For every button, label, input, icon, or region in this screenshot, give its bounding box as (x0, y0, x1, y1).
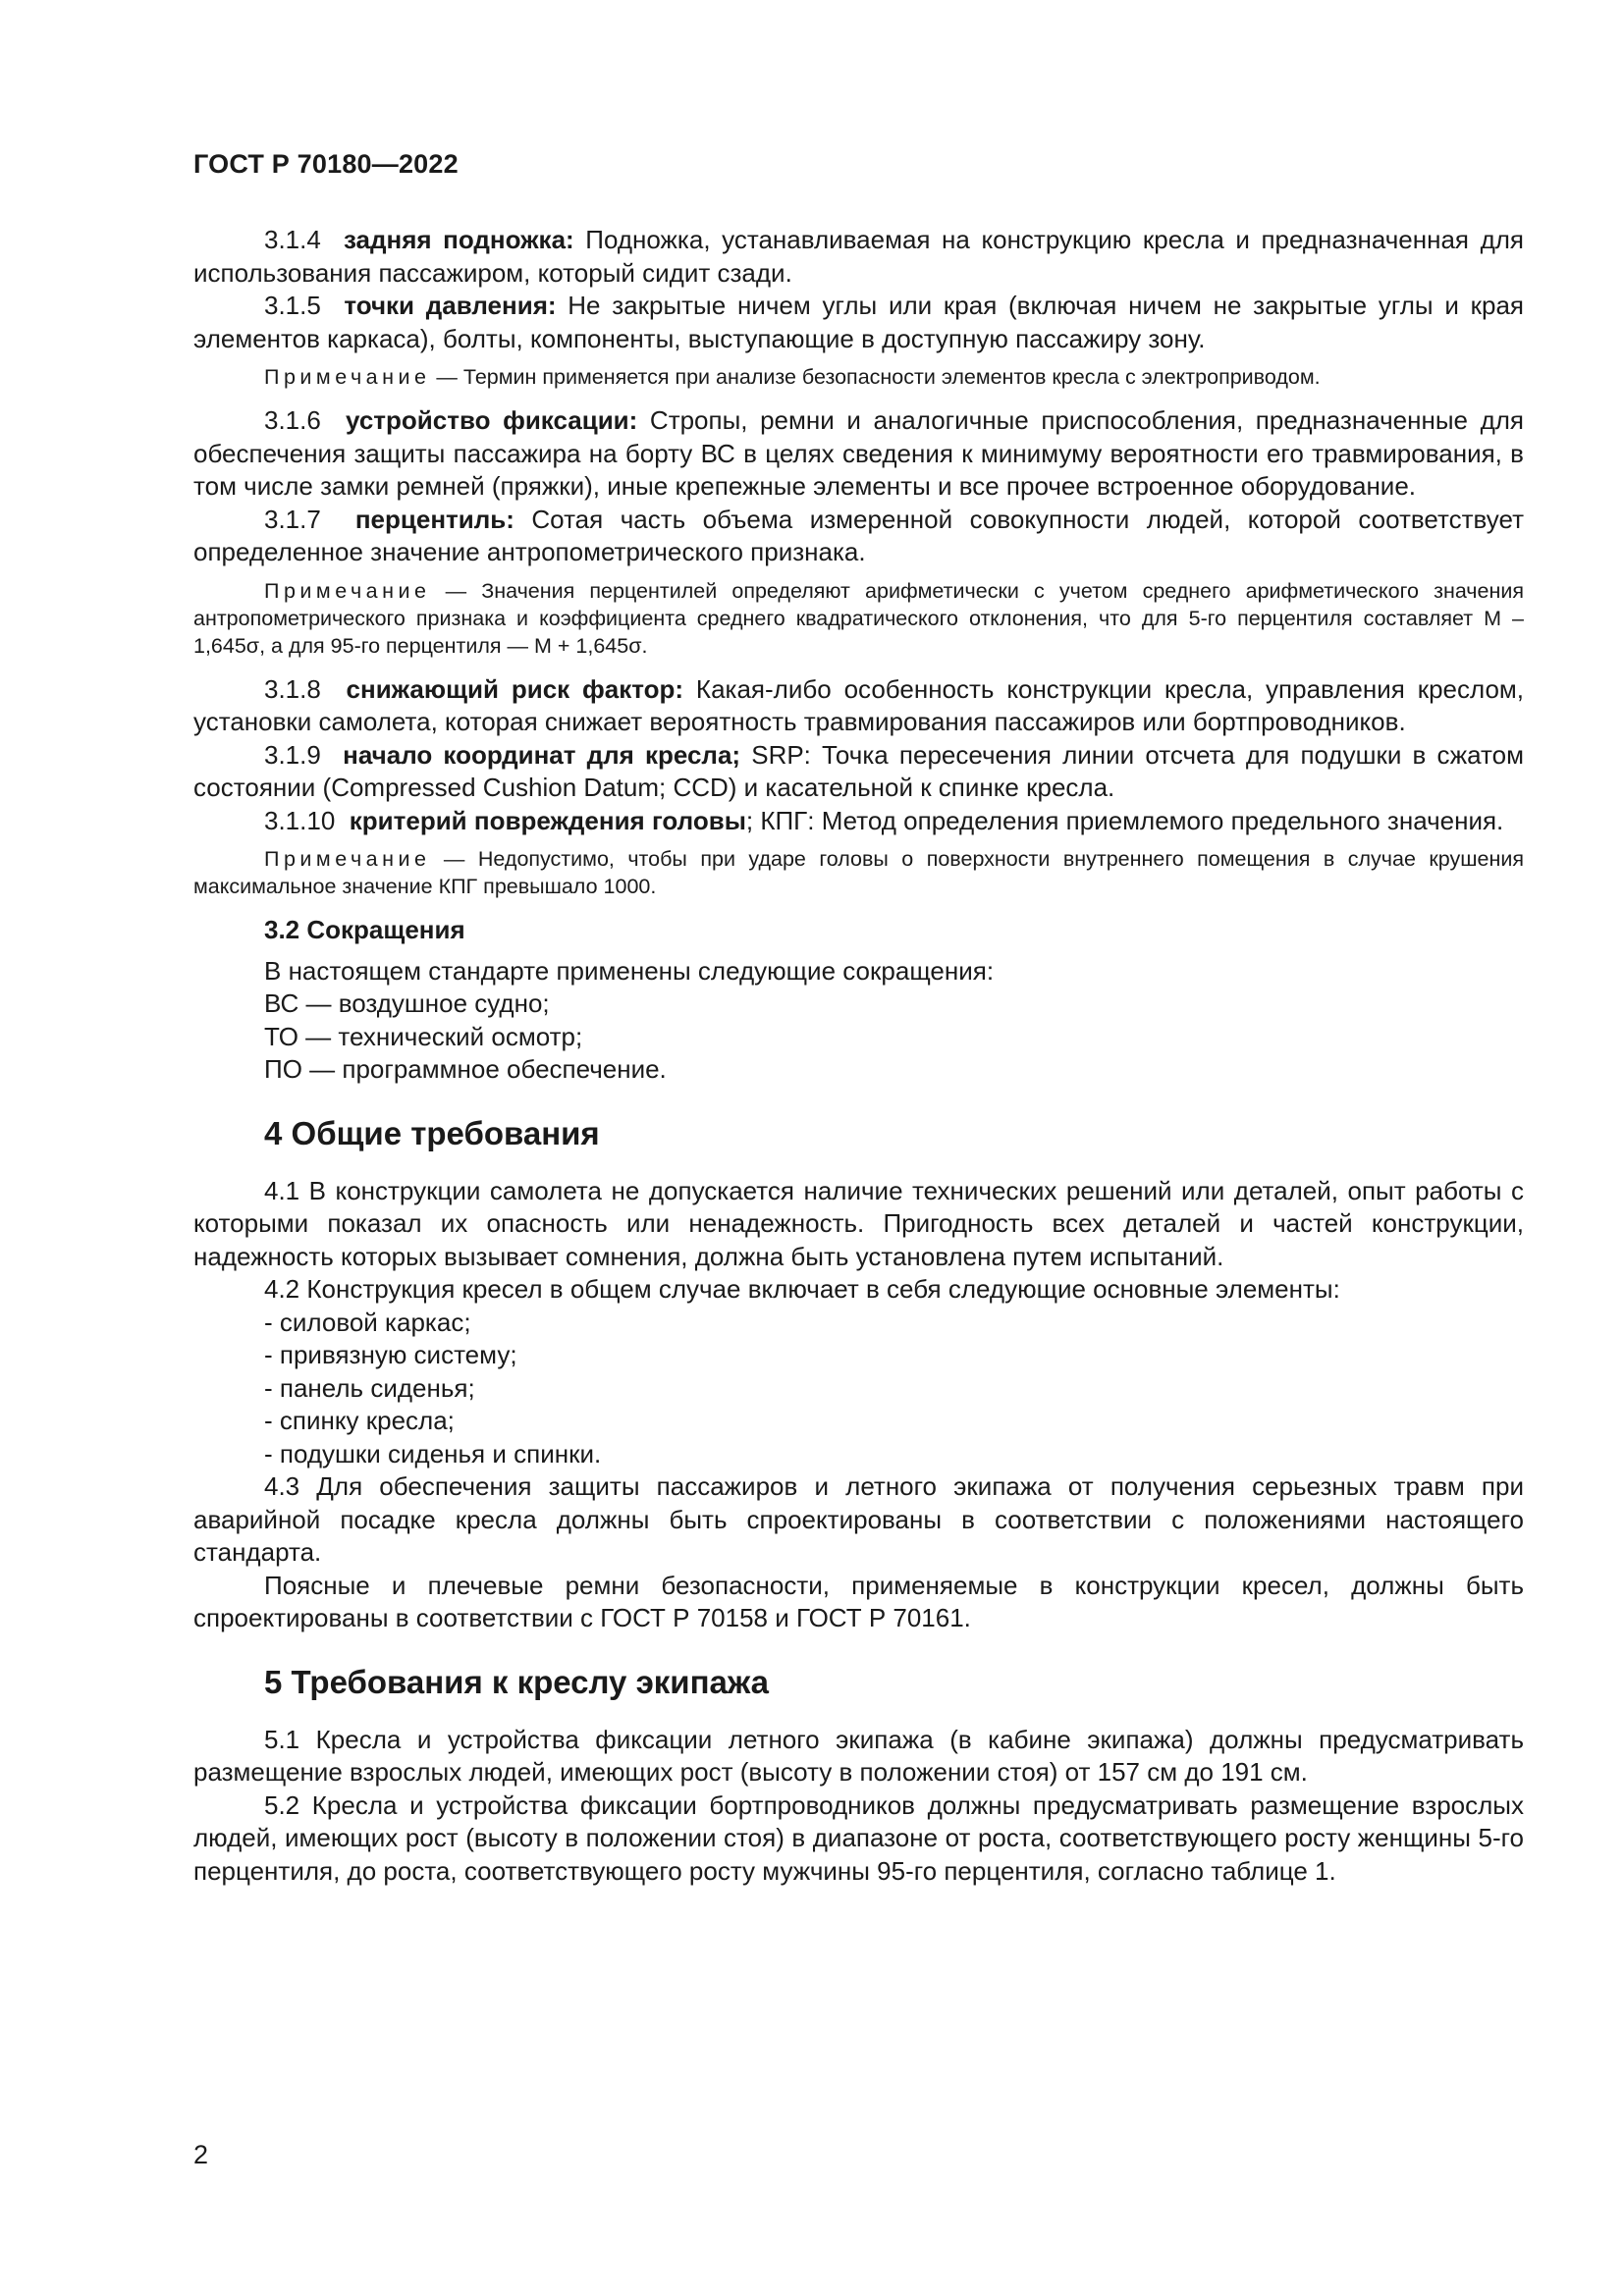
clause-3-1-7 (193, 504, 1524, 569)
document-header: ГОСТ Р 70180—2022 (193, 149, 459, 179)
clause-5-1: 5.1 Кресла и устройства фиксации летного экипажа (в кабине экипажа) должны предусматривать размещение взрослых людей, имеющих рост (высоту в положении стоя) от 157 см до 191 см. (193, 1724, 1524, 1787)
clause-term: устройство фиксации: (346, 405, 638, 435)
list-item: - панель сиденья; (264, 1372, 475, 1403)
clause-term: начало координат для кресла; (343, 739, 741, 770)
list-item: - подушки сиденья и спинки. (264, 1438, 602, 1468)
clause-term: перцентиль: (354, 504, 514, 534)
note-3 (193, 845, 1524, 900)
note-text: — Недопустимо, чтобы при ударе головы о поверхности внутреннего помещения в случае крушения максимальное значение КПГ превышало 1000. (193, 847, 1524, 898)
clause-text: ; КПГ: Метод определения приемлемого предельного значения. (745, 805, 1504, 835)
note-1 (193, 363, 1524, 391)
clause-term: снижающий риск фактор: (346, 673, 684, 704)
clause-3-1-9 (193, 739, 1524, 805)
list-item: - спинку кресла; (264, 1406, 455, 1435)
page-number: 2 (193, 2140, 209, 2169)
clause-5-2: 5.2 Кресла и устройства фиксации бортпроводников должны предусматривать размещение взрослых людей, имеющих рост (высоту в положении стоя) в диапазоне от роста, соответствующего росту женщины 5-го перцентиля, до роста, соответствующего росту мужчины 95-го перцентиля, согласно таблице 1. (193, 1789, 1524, 1886)
clause-text: Подножка, устанавливаемая на конструкцию кресла и предназначенная для использования пассажиром, который сидит сзади. (193, 225, 1524, 288)
clause-text: Сотая часть объема измеренной совокупности людей, которой соответствует определенное значение антропометрического признака. (193, 504, 1524, 566)
clause-3-1-6 (193, 404, 1524, 504)
clause-number: 3.1.10 (264, 805, 336, 835)
section-5-title: 5 Требования к креслу экипажа (264, 1663, 770, 1700)
clause-number: 3.1.4 (264, 225, 321, 254)
clause-text: SRP: Точка пересечения линии отсчета для подушки в сжатом состоянии (Compressed Cushion Datum; CCD) и касательной к спинке кресла. (193, 739, 1524, 802)
clause-3-1-10 (193, 805, 1524, 838)
note-text: — Значения перцентилей определяют арифметически с учетом среднего арифметического значения антропометрического признака и коэффициента среднего квадратического отклонения, что для 5-го перцентиля составляет M – 1,645σ, а для 95-го перцентиля — M + 1,645σ. (193, 578, 1524, 658)
note-2 (193, 577, 1524, 660)
clause-4-2: 4.2 Конструкция кресел в общем случае включает в себя следующие основные элементы: (264, 1274, 1340, 1304)
list-item: - привязную систему; (264, 1340, 517, 1369)
note-label: Примечание (264, 365, 431, 389)
clause-3-1-5 (193, 290, 1524, 355)
section-4-title: 4 Общие требования (264, 1114, 600, 1151)
clause-text: Стропы, ремни и аналогичные приспособления, предназначенные для обеспечения защиты пассажира на борту ВС в целях сведения к минимуму вероятности его травмирования, в том числе замки ремней (пряжки), иные крепежные элементы и все прочее встроенное оборудование. (193, 405, 1524, 501)
clause-number: 3.1.9 (264, 739, 321, 770)
abbreviation-item: ПО — программное обеспечение. (264, 1054, 667, 1084)
clause-number: 3.1.8 (264, 673, 321, 704)
note-text: — Термин применяется при анализе безопасности элементов кресла с электроприводом. (430, 365, 1321, 389)
clause-term: задняя подножка: (343, 225, 574, 254)
clause-number: 3.1.5 (264, 291, 321, 320)
clause-term: критерий повреждения головы (349, 805, 746, 835)
note-label: Примечание (264, 578, 431, 603)
clause-number: 3.1.6 (264, 405, 321, 435)
subsection-3-2-title: 3.2 Сокращения (264, 915, 465, 944)
clause-number: 3.1.7 (264, 504, 321, 534)
clause-text: Какая-либо особенность конструкции кресла, управления креслом, установки самолета, которая снижает вероятность травмирования пассажиров или бортпроводников. (193, 673, 1525, 736)
abbreviation-item: ТО — технический осмотр; (264, 1021, 583, 1051)
note-label: Примечание (264, 847, 431, 871)
clause-term: точки давления: (344, 291, 557, 320)
abbreviation-item: ВС — воздушное судно; (264, 988, 550, 1018)
list-item: - силовой каркас; (264, 1307, 471, 1337)
clause-4-1: 4.1 В конструкции самолета не допускается наличие технических решений или деталей, опыт работы с которыми показал их опасность или ненадежность. Пригодность всех деталей и частей конструкции, надежность которых вызывает сомнения, должна быть установлена путем испытаний. (193, 1175, 1524, 1271)
clause-3-1-8 (193, 673, 1524, 739)
clause-4-3-continued: Поясные и плечевые ремни безопасности, применяемые в конструкции кресел, должны быть спроектированы в соответствии с ГОСТ Р 70158 и ГОСТ Р 70161. (193, 1570, 1524, 1632)
clause-text: Не закрытые ничем углы или края (включая ничем не закрытые углы и края элементов каркаса), болты, компоненты, выступающие в доступную пассажиру зону. (193, 291, 1524, 353)
clause-4-3: 4.3 Для обеспечения защиты пассажиров и летного экипажа от получения серьезных травм при аварийной посадке кресла должны быть спроектированы в соответствии с положениями настоящего стандарта. (193, 1471, 1524, 1567)
clause-3-1-4 (193, 224, 1524, 290)
abbreviations-intro: В настоящем стандарте применены следующие сокращения: (264, 955, 995, 986)
page-content (193, 224, 1524, 1888)
